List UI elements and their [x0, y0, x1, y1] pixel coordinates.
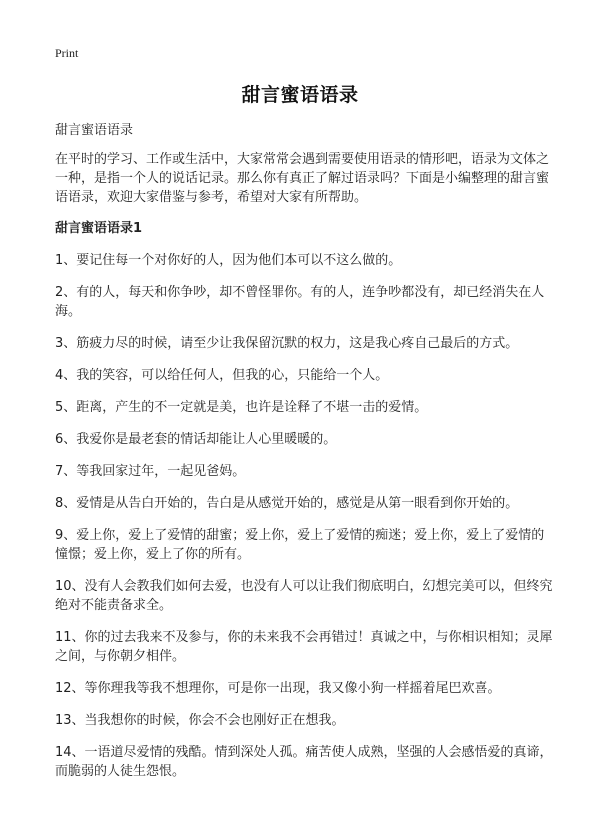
quote-item: 7、等我回家过年，一起见爸妈。: [55, 464, 246, 479]
quote-item: 10、没有人会教我们如何去爱，也没有人可以让我们彻底明白，幻想完美可以，但终究绝对不能责备求全。: [55, 579, 553, 613]
quote-item: 11、你的过去我来不及参与，你的未来我不会再错过！真诚之中，与你相识相知；灵犀之间，与你朝夕相伴。: [55, 630, 553, 664]
print-link[interactable]: Print: [55, 46, 79, 60]
quote-item: 2、有的人，每天和你争吵，却不曾怪罪你。有的人，连争吵都没有，却已经消失在人海。: [55, 285, 545, 319]
quote-item: 14、一语道尽爱情的残酷。情到深处人孤。痛苦使人成熟，坚强的人会感悟爱的真谛，而脆弱的人徒生怨恨。: [55, 745, 553, 779]
quote-item: 4、我的笑容，可以给任何人，但我的心，只能给一个人。: [55, 368, 389, 383]
page-title: 甜言蜜语语录: [241, 84, 359, 106]
quote-item: 8、爱情是从告白开始的，告白是从感觉开始的，感觉是从第一眼看到你开始的。: [55, 496, 519, 511]
section-heading: 甜言蜜语语录1: [55, 221, 143, 236]
quote-item: 6、我爱你是最老套的情话却能让人心里暖暖的。: [55, 432, 337, 447]
intro-paragraph: 在平时的学习、工作或生活中，大家常常会遇到需要使用语录的情形吧，语录为文体之一种，是指一个人的说话记录。那么你有真正了解过语录吗？下面是小编整理的甜言蜜语语录，欢迎大家借鉴与参考，希望对大家有所帮助。: [55, 152, 550, 205]
article-subtitle: 甜言蜜语语录: [55, 123, 134, 138]
quote-item: 5、距离，产生的不一定就是美，也许是诠释了不堪一击的爱情。: [55, 400, 428, 415]
quote-item: 9、爱上你，爱上了爱情的甜蜜；爱上你，爱上了爱情的痴迷；爱上你，爱上了爱情的憧憬；爱上你，爱上了你的所有。: [55, 528, 545, 562]
quote-item: 13、当我想你的时候，你会不会也刚好正在想我。: [55, 713, 345, 728]
quote-item: 1、要记住每一个对你好的人，因为他们本可以不这么做的。: [55, 253, 402, 268]
quote-item: 3、筋疲力尽的时候，请至少让我保留沉默的权力，这是我心疼自己最后的方式。: [55, 336, 519, 351]
quote-item: 12、等你理我等我不想理你，可是你一出现，我又像小狗一样摇着尾巴欢喜。: [55, 681, 501, 696]
article-body: [55, 121, 555, 794]
quote-list: [55, 251, 555, 781]
